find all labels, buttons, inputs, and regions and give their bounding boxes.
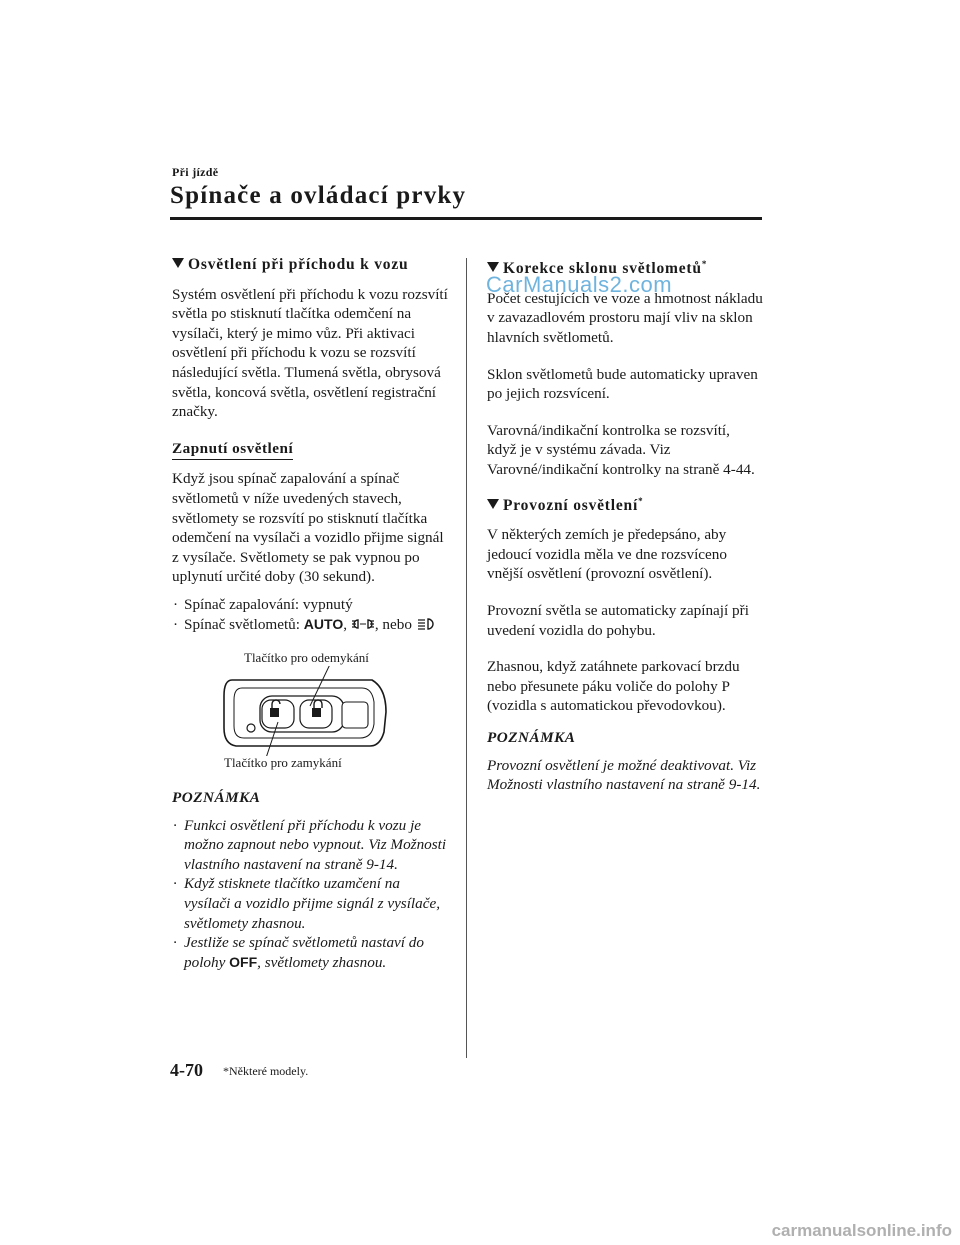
headlight-icon: [416, 616, 436, 633]
title-rule: [170, 217, 762, 220]
paragraph: Sklon světlometů bude automaticky upraven po jejich rozsvícení.: [487, 365, 758, 403]
lock-button-label: Tlačítko pro zamykání: [224, 755, 342, 771]
paragraph: Zhasnou, když zatáhnete parkovací brzdu nebo přesunete páku voliče do polohy P (vozidla s automatickou převodovkou).: [487, 658, 740, 715]
condition-list: [172, 595, 448, 634]
list-item: · Když stisknete tlačítko uzamčení na vysílači a vozidlo přijme signál z vysílače, světlomety zhasnou.: [184, 874, 448, 933]
note-list: [172, 816, 448, 973]
column-divider: [466, 258, 467, 1058]
section-kicker: Při jízdě: [172, 165, 219, 179]
intro-paragraph: Systém osvětlení při příchodu k vozu rozsvítí světla po stisknutí tlačítka odemčení na vysílači, který je mimo vůz. Při aktivaci osvětlení při příchodu k vozu se rozsvítí následující světla. Tlumená světla, obrysová světla, koncová světla, osvětlení registrační značky.: [172, 285, 448, 421]
note-heading: POZNÁMKA: [172, 789, 261, 807]
paragraph: Varovná/indikační kontrolka se rozsvítí, když je v systému závada. Viz Varovné/indikační kontrolky na straně 4-44.: [487, 421, 755, 478]
page-title: Spínače a ovládací prvky: [170, 182, 467, 209]
key-fob-figure: [172, 648, 448, 778]
right-column: [487, 255, 763, 795]
note-text: Provozní osvětlení je možné deaktivovat. Viz Možnosti vlastního nastavení na straně 9-14.: [487, 756, 761, 794]
off-symbol: OFF: [229, 953, 258, 970]
paragraph: Počet cestujících ve voze a hmotnost nákladu v zavazadlovém prostoru mají vliv na sklon hlavních světlometů.: [487, 289, 763, 346]
triangle-marker-icon: [487, 262, 499, 272]
list-item: · Funkci osvětlení při příchodu k vozu je možno zapnout nebo vypnout. Viz Možnosti vlastního nastavení na straně 9-14.: [184, 816, 448, 875]
left-column: [172, 255, 448, 972]
footnote: *Některé modely.: [223, 1064, 309, 1078]
parking-light-icon: [351, 616, 375, 633]
site-watermark: carmanualsonline.info: [771, 1221, 952, 1240]
key-fob-icon: [222, 666, 392, 756]
triangle-marker-icon: [172, 258, 184, 268]
paragraph: V některých zemích je předepsáno, aby jedoucí vozidla měla ve dne rozsvíceno vnější osvětlení (provozní osvětlení).: [487, 526, 727, 583]
list-item: · Spínač světlometů: AUTO, , nebo: [184, 615, 448, 635]
list-item: · Jestliže se spínač světlometů nastaví do polohy OFF, světlomety zhasnou.: [184, 933, 448, 972]
auto-symbol: AUTO: [303, 615, 344, 632]
page-number: 4-70: [170, 1060, 203, 1080]
section-heading-welcome-light: Osvětlení při příchodu k vozu: [172, 255, 448, 275]
activation-paragraph: Když jsou spínač zapalování a spínač světlometů v níže uvedených stavech, světlomety se rozsvítí po stisknutí tlačítka odemčení na vysílači a vozidlo přijme signál z vysílače. Světlomety se pak vypnou po uplynutí určité doby (30 sekund).: [172, 470, 444, 586]
watermark-text: CarManuals2.com: [486, 272, 673, 297]
triangle-marker-icon: [487, 499, 499, 509]
paragraph: Provozní světla se automaticky zapínají při uvedení vozidla do pohybu.: [487, 602, 749, 639]
section-heading-leveling: Korekce sklonu světlometů*: [487, 255, 763, 279]
unlock-button-label: Tlačítko pro odemykání: [244, 650, 369, 666]
note-heading: POZNÁMKA: [487, 729, 576, 746]
section-heading-daytime-lights: Provozní osvětlení*: [487, 492, 763, 516]
subheading-activation: Zapnutí osvětlení: [172, 439, 293, 461]
list-item: · Spínač zapalování: vypnutý: [184, 595, 448, 615]
